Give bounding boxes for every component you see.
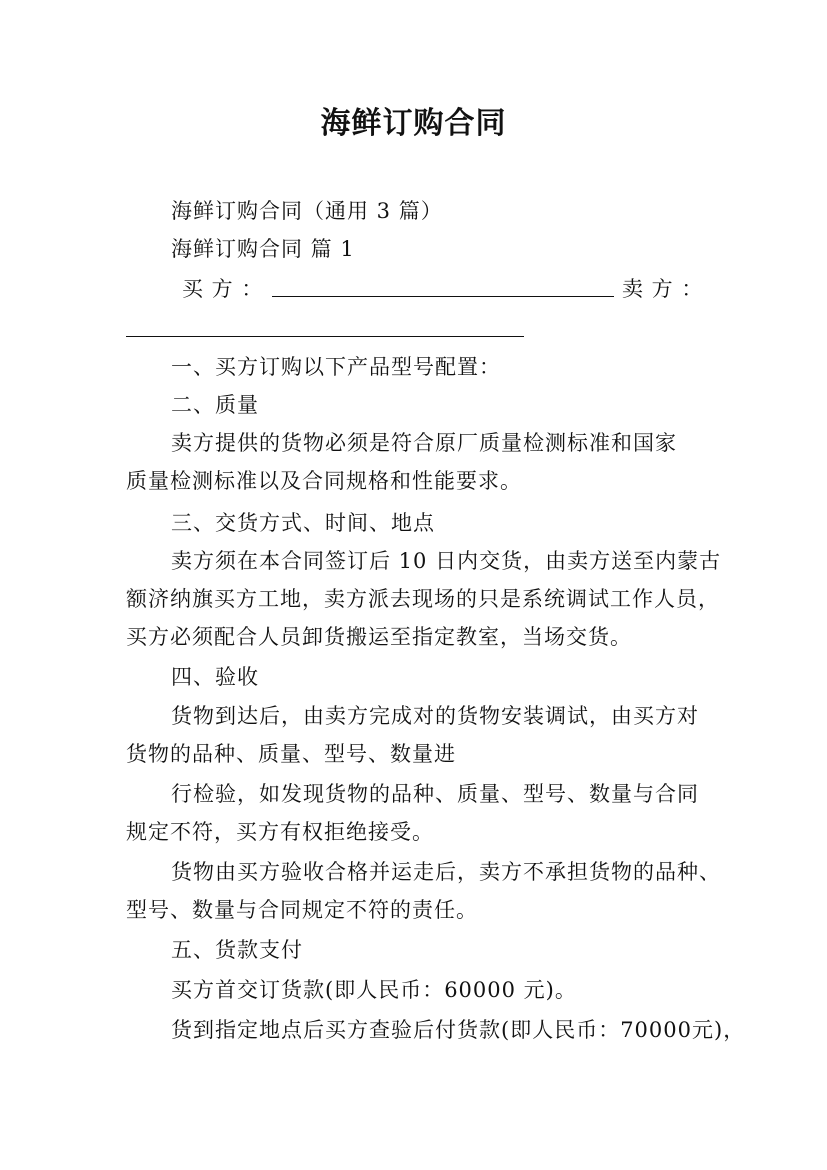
section-3-paragraph-line: 额济纳旗买方工地，卖方派去现场的只是系统调试工作人员， xyxy=(126,587,720,611)
section-4-paragraph-line: 货物由买方验收合格并运走后，卖方不承担货物的品种、 xyxy=(171,860,721,884)
buyer-label: 买 方 ： xyxy=(182,277,264,301)
seller-label: 卖 方 ： xyxy=(622,277,704,301)
section-3-paragraph-line: 卖方须在本合同签订后 10 日内交货，由卖方送至内蒙古 xyxy=(171,549,722,573)
section-3-heading: 三、交货方式、时间、地点 xyxy=(171,511,435,535)
section-5-heading: 五、货款支付 xyxy=(171,938,303,962)
section-4-paragraph-line: 货物的品种、质量、型号、数量进 xyxy=(126,742,456,766)
section-5-paragraph-line: 货到指定地点后买方查验后付货款(即人民币：70000元)， xyxy=(171,1018,746,1042)
seller-blank xyxy=(126,336,524,337)
seller-line xyxy=(622,274,703,304)
section-2-paragraph-line: 卖方提供的货物必须是符合原厂质量检测标准和国家 xyxy=(171,431,677,455)
section-1-heading: 一、买方订购以下产品型号配置： xyxy=(171,355,501,379)
section-2-paragraph-line: 质量检测标准以及合同规格和性能要求。 xyxy=(126,469,522,493)
section-4-paragraph-line: 规定不符，买方有权拒绝接受。 xyxy=(126,820,434,844)
buyer-line xyxy=(182,274,263,304)
section-4-paragraph-line: 行检验，如发现货物的品种、质量、型号、数量与合同 xyxy=(171,782,699,806)
part-heading: 海鲜订购合同 篇 1 xyxy=(171,237,355,261)
section-4-paragraph-line: 型号、数量与合同规定不符的责任。 xyxy=(126,898,478,922)
section-3-paragraph-line: 买方必须配合人员卸货搬运至指定教室，当场交货。 xyxy=(126,625,632,649)
section-4-heading: 四、验收 xyxy=(171,665,259,689)
document-subtitle: 海鲜订购合同（通用 3 篇） xyxy=(171,199,443,223)
section-2-heading: 二、质量 xyxy=(171,393,259,417)
buyer-blank xyxy=(272,296,614,297)
section-5-paragraph-line: 买方首交订货款(即人民币：60000 元)。 xyxy=(171,978,577,1002)
document-title: 海鲜订购合同 xyxy=(320,106,507,141)
section-4-paragraph-line: 货物到达后，由卖方完成对的货物安装调试，由买方对 xyxy=(171,704,699,728)
